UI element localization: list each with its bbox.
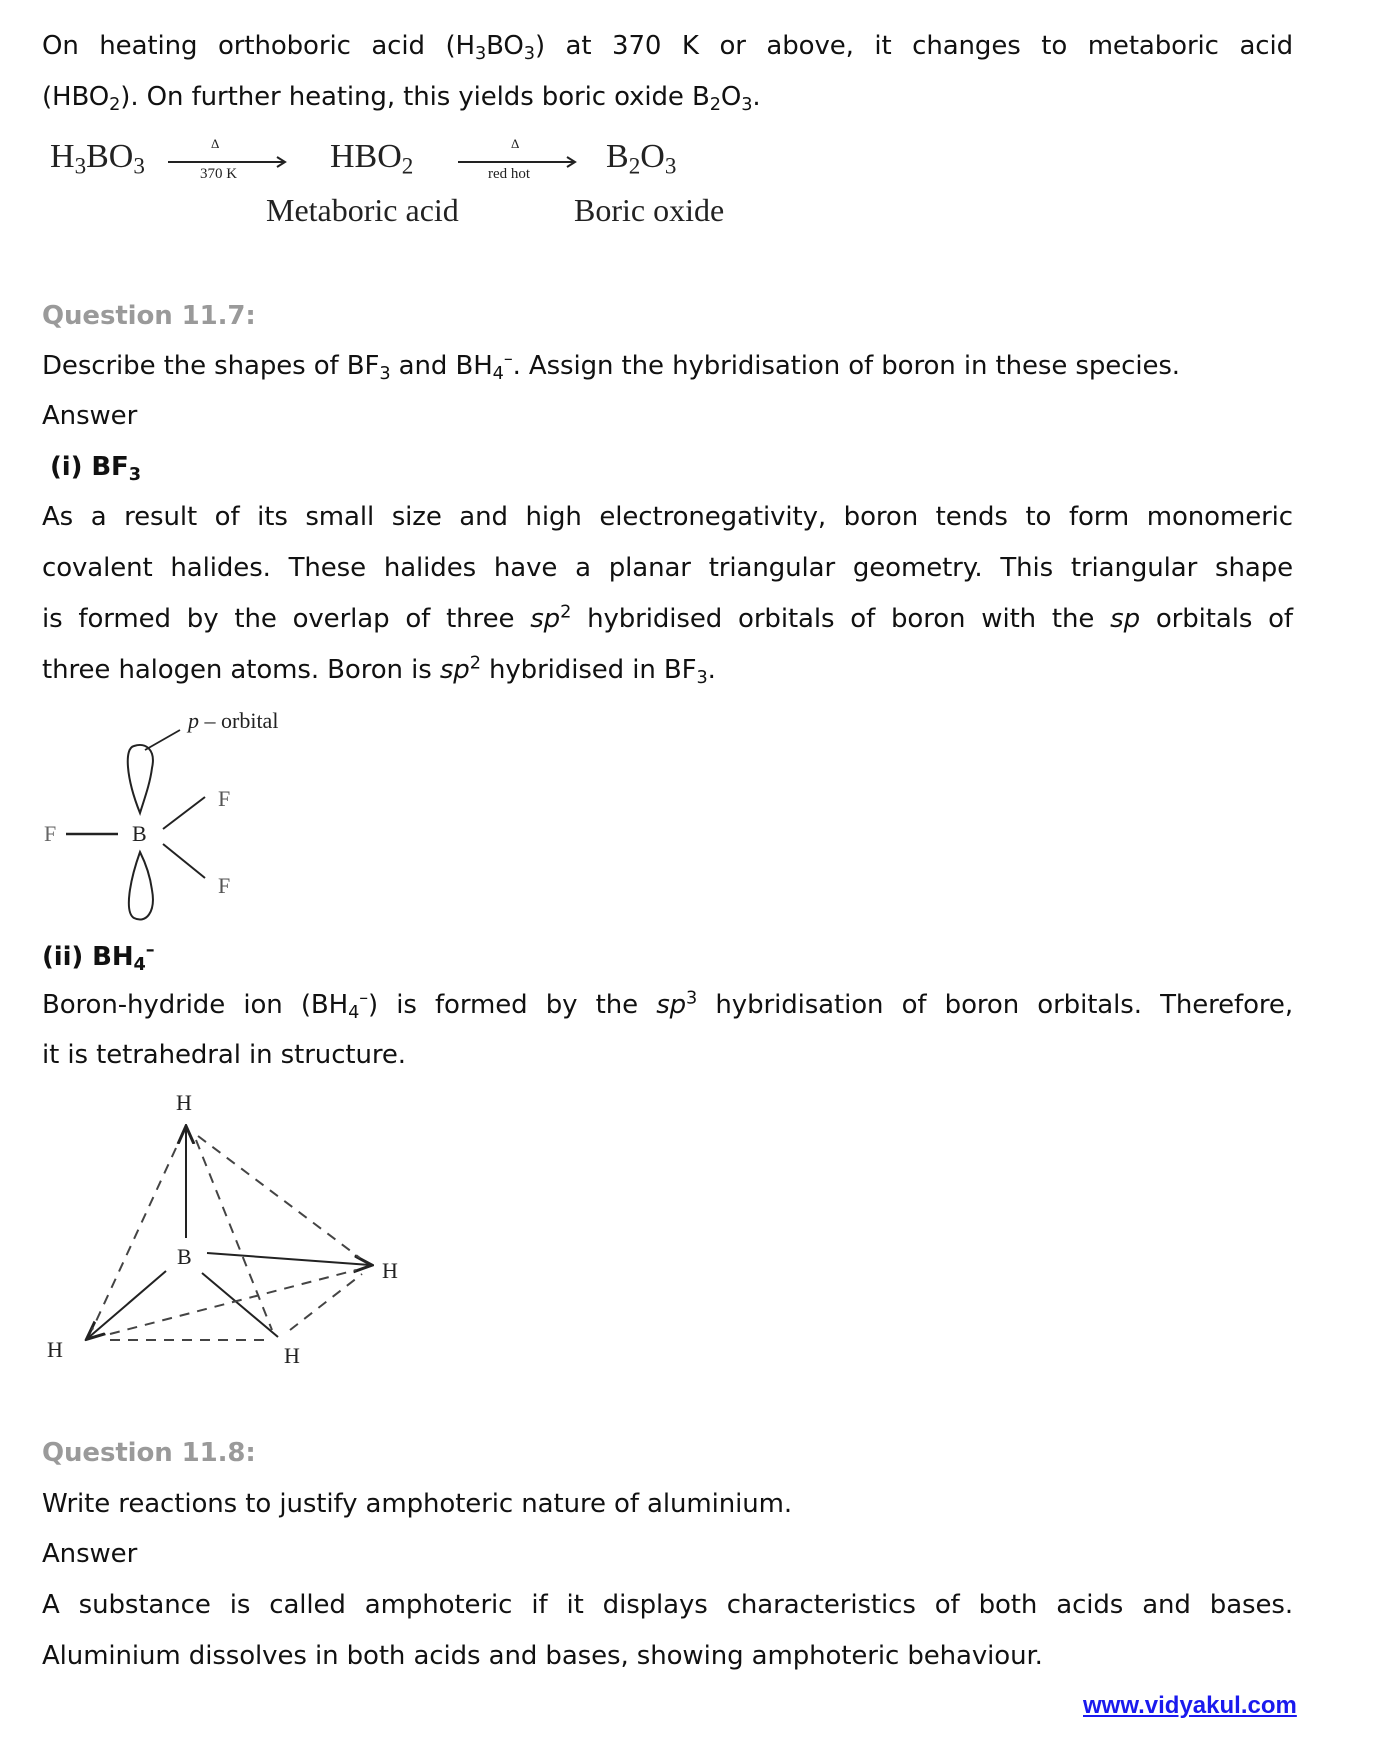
question-11-7-title: Question 11.7:: [42, 301, 256, 331]
product2-formula: $B_2O_3$: [606, 138, 677, 180]
question-11-8-title: Question 11.8:: [42, 1438, 256, 1468]
answer-label-11-7: Answer: [42, 401, 138, 431]
tetrahedron-edges: [92, 1136, 362, 1340]
arrow2-condition-above: Δ: [511, 136, 520, 151]
bh4-paragraph-line-2: it is tetrahedral in structure.: [42, 1040, 406, 1070]
intro-line-1: On heating orthoboric acid $(H_3BO_3)$ at 370 K or above, it changes to metaboric acid: [42, 31, 1293, 64]
p-orbital-label: p – orbital: [188, 708, 279, 733]
bf3-paragraph-line-4: three halogen atoms. Boron is $sp^2$ hybridised in $BF_3$.: [42, 653, 716, 688]
bf3-paragraph-line-2: covalent halides. These halides have a planar triangular geometry. This triangular shape: [42, 553, 1293, 583]
arrow1-condition-above: Δ: [211, 136, 220, 151]
bond-b-h-left: [88, 1271, 166, 1338]
p-orbital-leader-line: [145, 730, 180, 750]
question-11-7-text: Describe the shapes of $BF_3$ and $BH_4^-$. Assign the hybridisation of boron in these species.: [42, 349, 1180, 384]
p-orbital-lower-lobe: [129, 852, 153, 920]
product1-formula: $HBO_2$: [330, 138, 414, 180]
bh4-atom-h-bottom: H: [284, 1343, 300, 1368]
bond-b-f-upper: [163, 797, 205, 829]
p-orbital-upper-lobe: [128, 745, 153, 813]
arrow2-condition-below: red hot: [488, 166, 531, 182]
product1-name: Metaboric acid: [266, 192, 459, 228]
bf3-atom-f-left: F: [44, 821, 57, 846]
bf3-atom-b: B: [132, 821, 147, 846]
bf3-bonds-and-orbitals: [0, 700, 320, 930]
question-11-8-text: Write reactions to justify amphoteric nature of aluminium.: [42, 1489, 793, 1519]
answer-label-11-8: Answer: [42, 1539, 138, 1569]
vidyakul-link[interactable]: www.vidyakul.com: [1083, 1692, 1297, 1719]
bh4-paragraph-line-1: Boron-hydride ion $(BH_4^-)$ is formed by the $sp^3$ hybridisation of boron orbitals. Therefore,: [42, 988, 1293, 1023]
part-ii-heading: (ii) $BH_4^-$: [42, 940, 155, 975]
amphoteric-line-1: A substance is called amphoteric if it displays characteristics of both acids and bases.: [42, 1590, 1293, 1620]
bf3-paragraph-line-1: As a result of its small size and high electronegativity, boron tends to form monomeric: [42, 502, 1293, 532]
bf3-atom-f-upper: F: [218, 786, 231, 811]
bond-b-h-right: [207, 1253, 370, 1265]
bh4-atom-h-left: H: [47, 1337, 63, 1362]
part-i-heading: (i) $BF_3$: [50, 452, 141, 485]
reactant-formula: $H_3BO_3$: [50, 138, 145, 180]
bh4-atom-b: B: [177, 1244, 192, 1269]
bh4-atom-h-top: H: [176, 1090, 192, 1115]
bh4-bonds: [0, 1090, 420, 1380]
bf3-atom-f-lower: F: [218, 873, 231, 898]
arrow1-condition-below: 370 K: [200, 166, 238, 182]
intro-line-2: $(HBO_2)$. On further heating, this yields boric oxide $B_2O_3$.: [42, 82, 761, 115]
bond-b-f-lower: [163, 844, 205, 878]
bh4-atom-h-right: H: [382, 1258, 398, 1283]
product2-name: Boric oxide: [574, 192, 725, 228]
bond-b-h-bottom: [202, 1273, 278, 1337]
bf3-paragraph-line-3: is formed by the overlap of three $sp^2$ hybridised orbitals of boron with the sp orbitals of: [42, 602, 1293, 634]
amphoteric-line-2: Aluminium dissolves in both acids and bases, showing amphoteric behaviour.: [42, 1641, 1043, 1671]
